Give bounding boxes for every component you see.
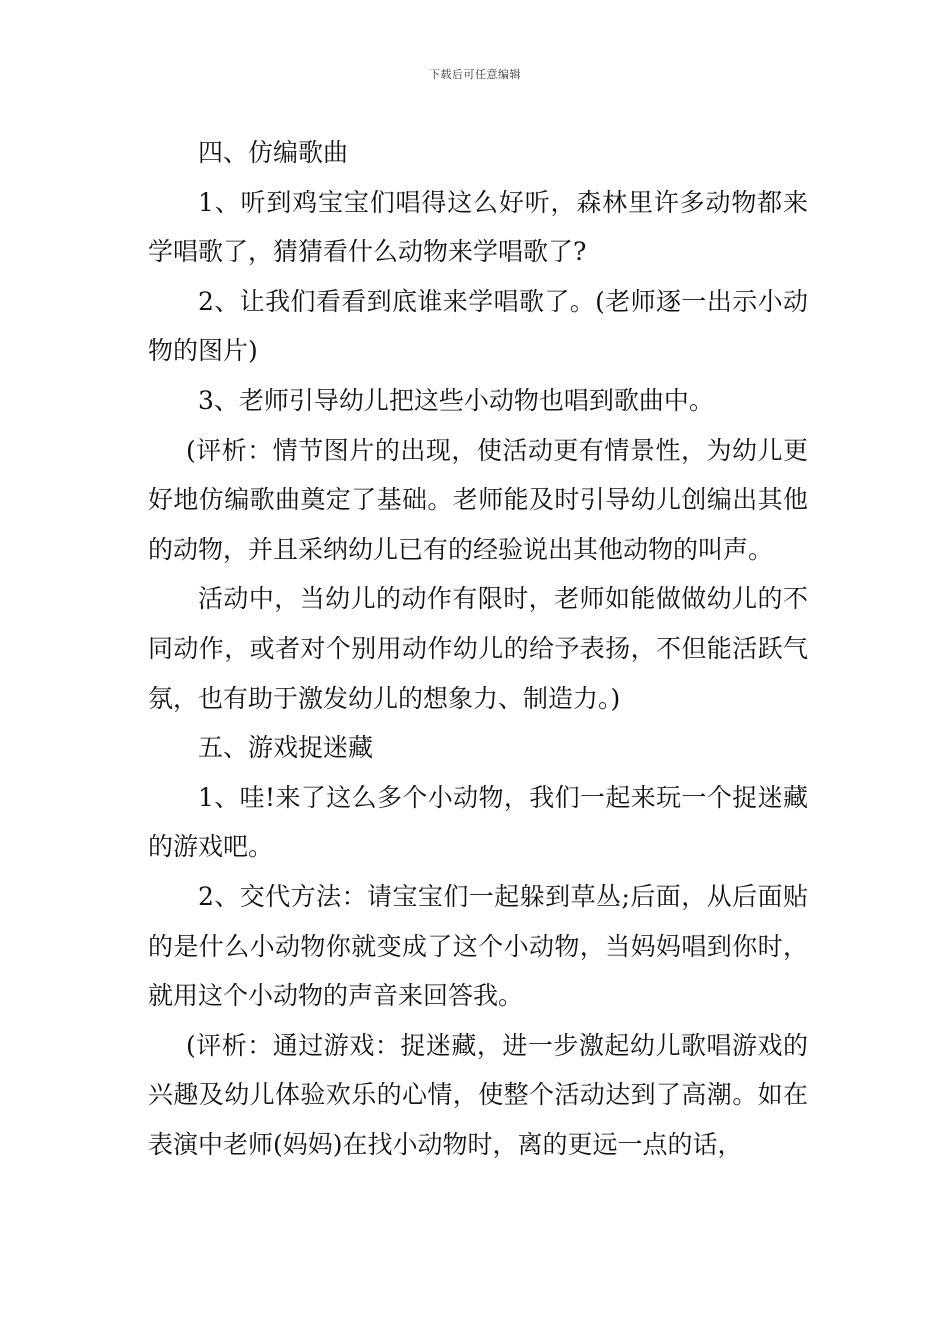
section-heading-hide-and-seek: 五、游戏捉迷藏	[198, 733, 374, 763]
paragraph: 1、哇!来了这么多个小动物，我们一起来玩一个捉迷藏的游戏吧。	[148, 782, 808, 862]
commentary-paragraph: (评析：情节图片的出现，使活动更有情景性，为幼儿更好地仿编歌曲奠定了基础。老师能及时引导幼儿创编出其他的动物，并且采纳幼儿已有的经验说出其他动物的叫声。	[148, 435, 808, 564]
section-heading-imitate-song: 四、仿编歌曲	[198, 138, 349, 167]
commentary-paragraph: (评析：通过游戏：捉迷藏，进一步激起幼儿歌唱游戏的兴趣及幼儿体验欢乐的心情，使整个活动达到了高潮。如在表演中老师(妈妈)在找小动物时，离的更远一点的话，	[148, 1030, 808, 1159]
paragraph: 2、交代方法：请宝宝们一起躲到草丛;后面，从后面贴的是什么小动物你就变成了这个小动物，当妈妈唱到你时，就用这个小动物的声音来回答我。	[148, 881, 808, 1011]
document-body	[148, 128, 808, 1169]
paragraph: 1、听到鸡宝宝们唱得这么好听，森林里许多动物都来学唱歌了，猜猜看什么动物来学唱歌了?	[148, 187, 808, 267]
page-header: 下载后可任意编辑	[429, 68, 521, 81]
paragraph: 活动中，当幼儿的动作有限时，老师如能做做幼儿的不同动作，或者对个别用动作幼儿的给予表扬，不但能活跃气氛，也有助于激发幼儿的想象力、制造力。)	[148, 584, 808, 713]
paragraph: 3、老师引导幼儿把这些小动物也唱到歌曲中。	[198, 385, 714, 415]
paragraph: 2、让我们看看到底谁来学唱歌了。(老师逐一出示小动物的图片)	[148, 286, 808, 366]
